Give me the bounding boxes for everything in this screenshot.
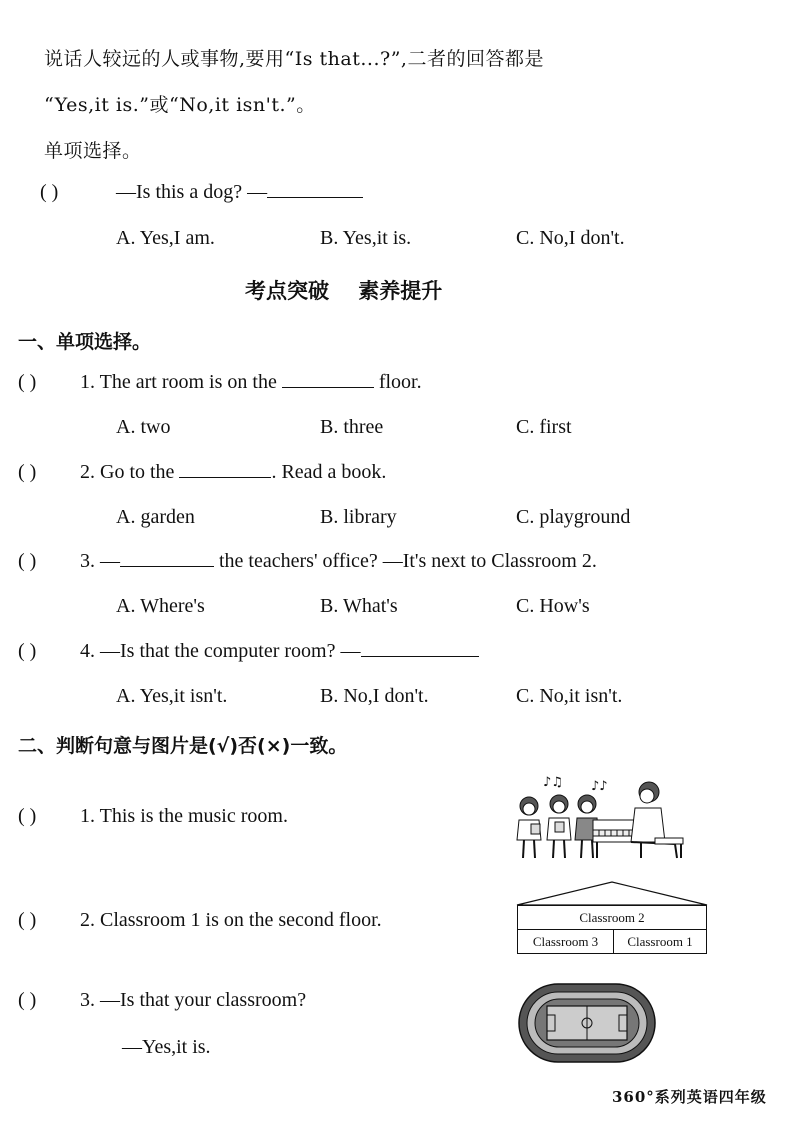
answer-paren[interactable]: ( ) — [18, 371, 37, 393]
question-text: 2. Go to the — [80, 461, 175, 483]
answer-paren[interactable]: ( ) — [18, 989, 37, 1011]
answer-blank[interactable] — [361, 642, 479, 657]
option-a[interactable]: A. Where's — [116, 595, 205, 617]
floor-2 — [517, 905, 707, 930]
judge-question-1: 1. This is the music room. — [80, 805, 288, 827]
svg-text:♪♫: ♪♫ — [543, 775, 563, 790]
question-text: the teachers' office? —It's next to Classroom 2. — [219, 550, 597, 572]
floor-1 — [517, 929, 707, 954]
option-c[interactable]: C. No,it isn't. — [516, 685, 623, 707]
option-b[interactable]: B. three — [320, 416, 384, 438]
option-c[interactable]: C. first — [516, 416, 572, 438]
roof-icon — [515, 880, 709, 906]
answer-paren[interactable]: ( ) — [18, 461, 37, 483]
question-2 — [80, 461, 386, 484]
option-c[interactable]: C. playground — [516, 506, 631, 528]
footer-series: 360°系列英语四年级 — [612, 1088, 767, 1106]
answer-blank[interactable] — [179, 463, 271, 478]
option-a[interactable]: A. garden — [116, 506, 195, 528]
answer-blank[interactable] — [120, 552, 214, 567]
option-c[interactable]: C. How's — [516, 595, 590, 617]
judge-question-3: 3. —Is that your classroom? — [80, 989, 307, 1011]
question-text: 1. The art room is on the — [80, 371, 277, 393]
intro-line-2: “Yes,it is.”或“No,it isn't.”。 — [44, 94, 316, 116]
option-a[interactable]: A. two — [116, 416, 171, 438]
part1-heading: 一、单项选择。 — [18, 331, 152, 353]
example-question — [116, 181, 363, 204]
judge-question-2: 2. Classroom 1 is on the second floor. — [80, 909, 382, 931]
question-4 — [80, 640, 479, 663]
question-text: —Is this a dog? — — [116, 181, 268, 203]
room-label: Classroom 2 — [579, 910, 645, 925]
question-text: 4. —Is that the computer room? — — [80, 640, 361, 662]
answer-paren[interactable]: ( ) — [18, 909, 37, 931]
answer-blank[interactable] — [267, 183, 363, 198]
intro-line-1: 说话人较远的人或事物,要用“Is that...?”,二者的回答都是 — [44, 48, 544, 70]
room-label: Classroom 1 — [627, 934, 693, 949]
answer-paren[interactable]: ( ) — [40, 181, 59, 203]
part2-heading: 二、判断句意与图片是(√)否(×)一致。 — [18, 735, 348, 757]
option-a[interactable]: A. Yes,it isn't. — [116, 685, 228, 707]
option-b[interactable]: B. library — [320, 506, 397, 528]
music-room-picture — [515, 772, 695, 860]
question-text: 3. — — [80, 550, 120, 572]
option-b[interactable]: B. What's — [320, 595, 398, 617]
question-1 — [80, 371, 422, 394]
section-title: 考点突破 素养提升 — [245, 279, 443, 303]
intro-line-3: 单项选择。 — [44, 140, 142, 162]
playground-picture — [517, 982, 657, 1064]
question-3 — [80, 550, 597, 573]
building-picture — [515, 880, 709, 958]
option-a[interactable]: A. Yes,I am. — [116, 227, 215, 249]
answer-paren[interactable]: ( ) — [18, 640, 37, 662]
svg-text:♪♪: ♪♪ — [591, 779, 608, 794]
question-text: . Read a book. — [271, 461, 387, 483]
option-c[interactable]: C. No,I don't. — [516, 227, 625, 249]
option-b[interactable]: B. No,I don't. — [320, 685, 429, 707]
answer-paren[interactable]: ( ) — [18, 805, 37, 827]
answer-paren[interactable]: ( ) — [18, 550, 37, 572]
room-label: Classroom 3 — [518, 930, 614, 953]
answer-blank[interactable] — [282, 373, 374, 388]
judge-answer-3: —Yes,it is. — [122, 1036, 211, 1058]
question-text: floor. — [378, 371, 422, 393]
option-b[interactable]: B. Yes,it is. — [320, 227, 412, 249]
